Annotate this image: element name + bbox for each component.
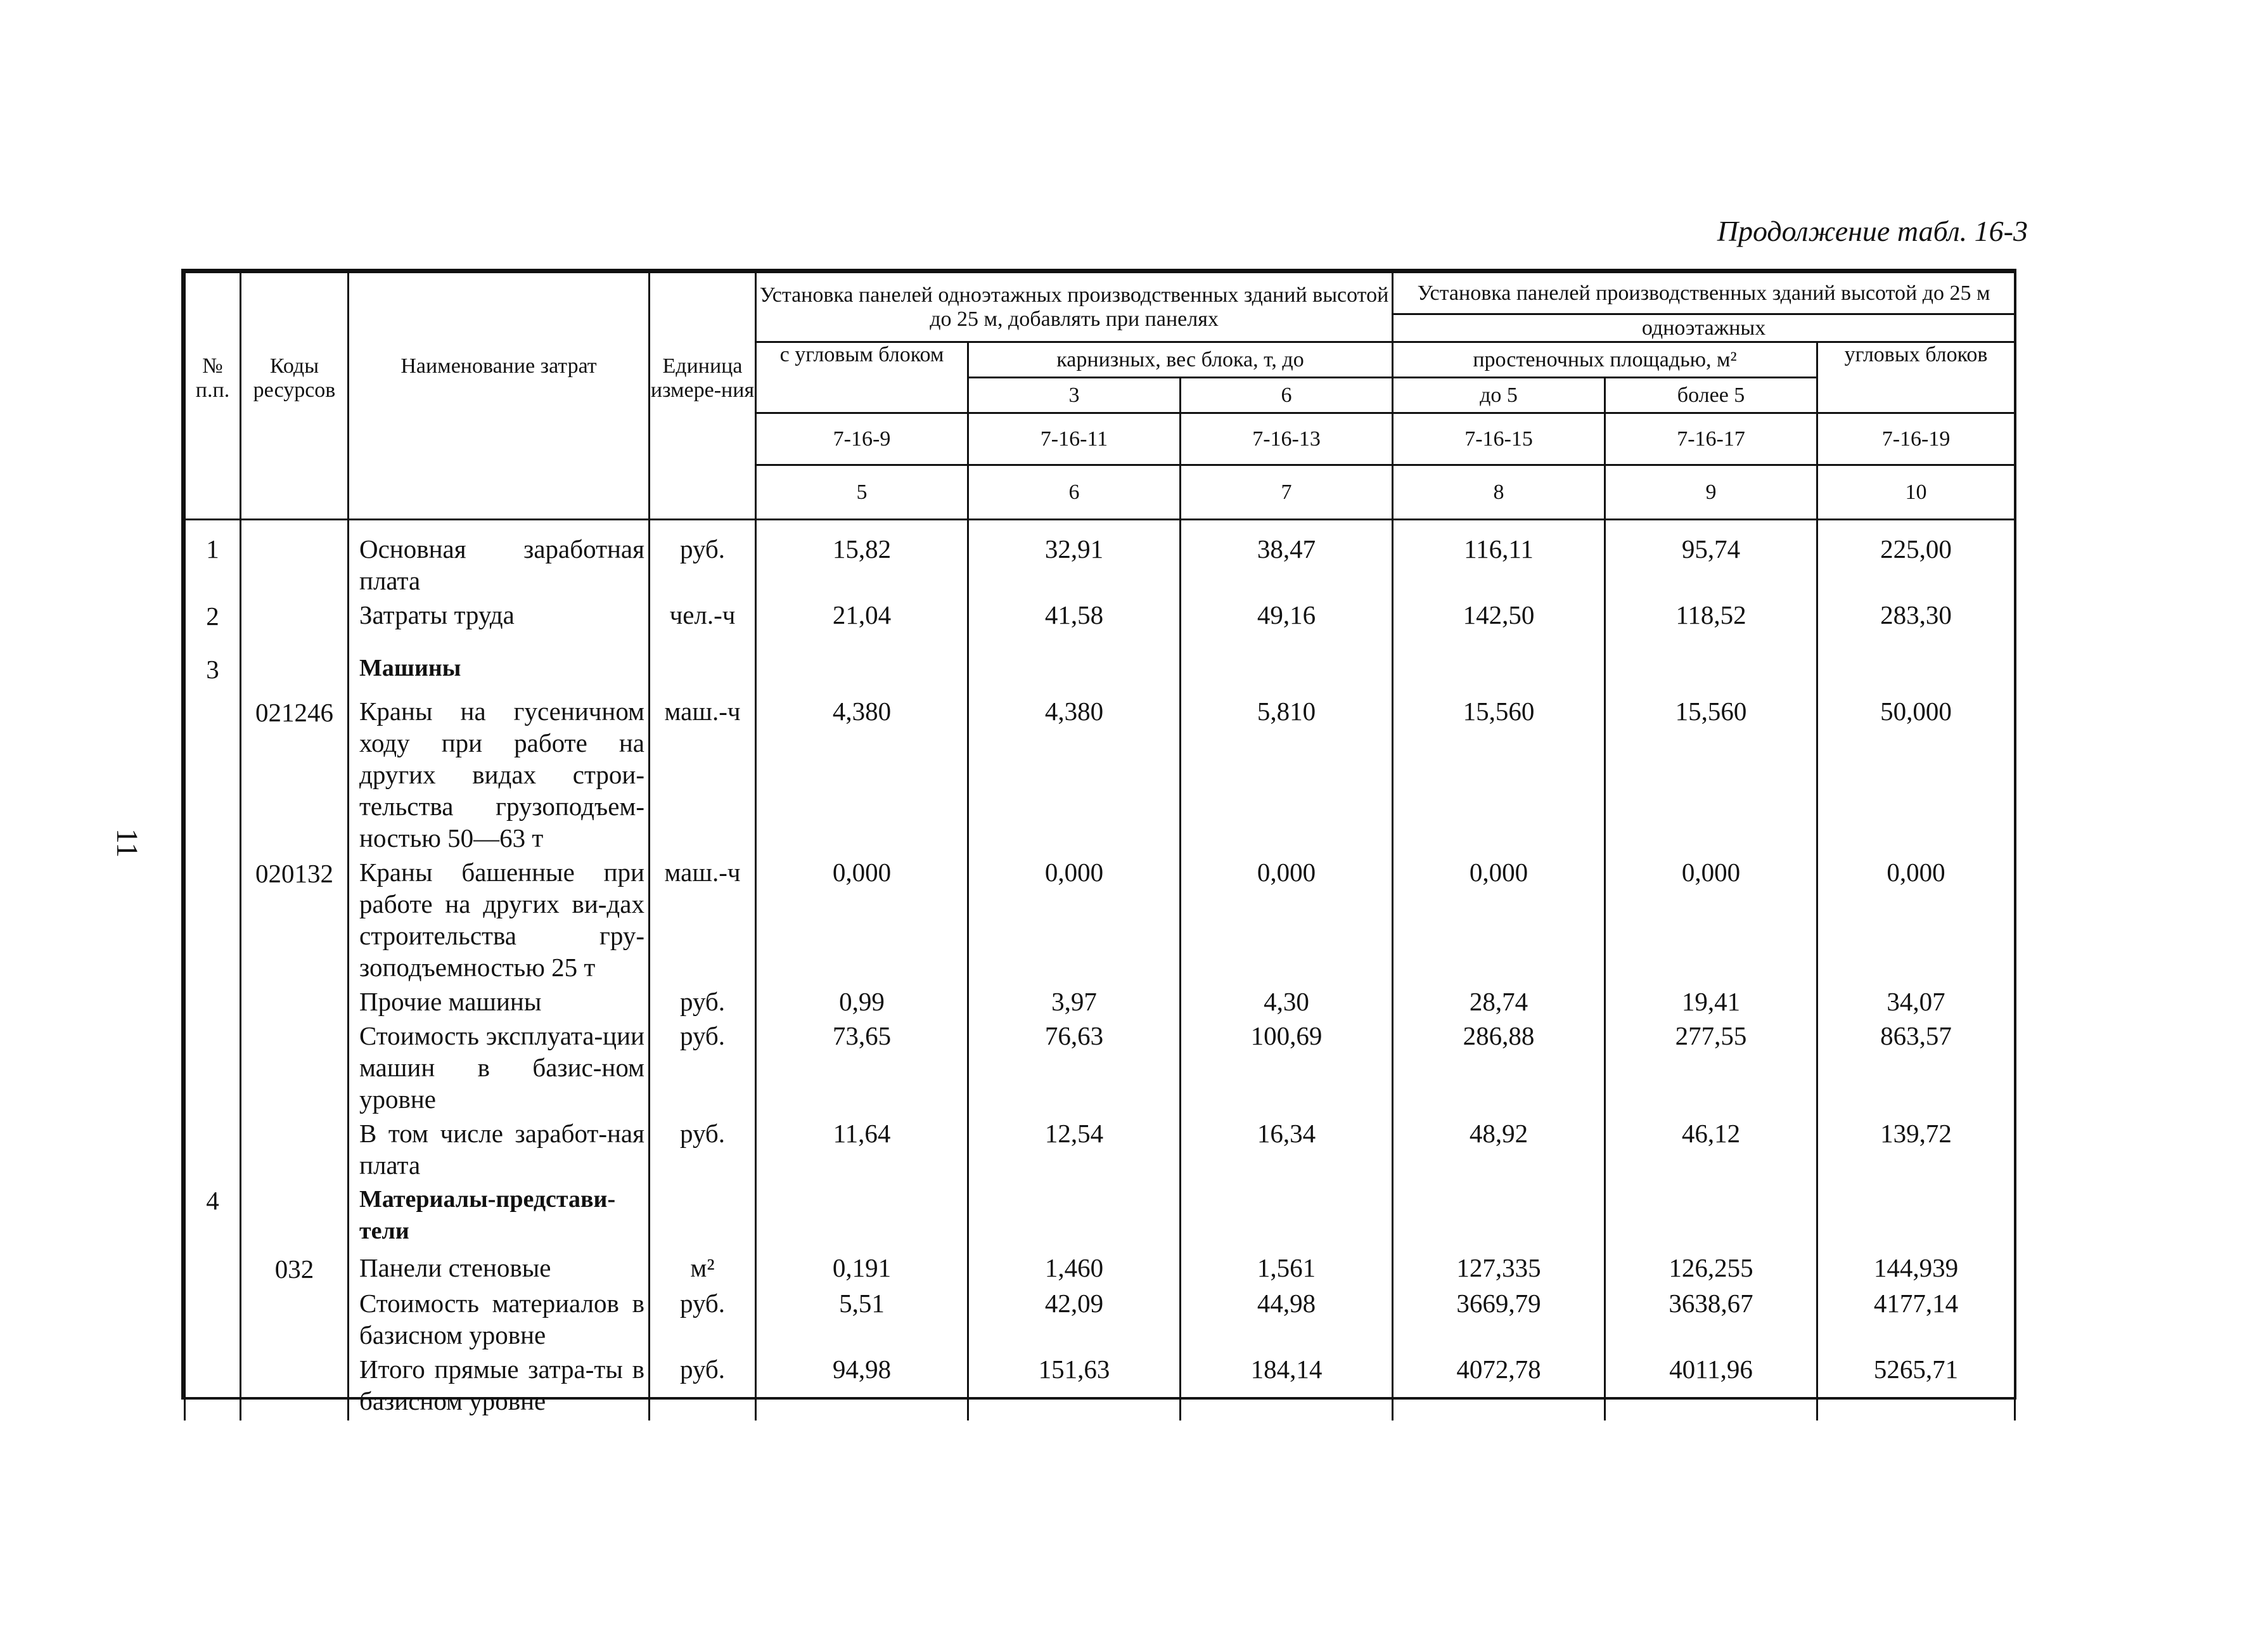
- section-title: Машины: [349, 650, 650, 693]
- unit: руб.: [650, 1017, 756, 1115]
- rate-code: 7-16-17: [1605, 413, 1817, 465]
- value-cell: 0,99: [756, 983, 968, 1017]
- value-cell: 12,54: [968, 1115, 1181, 1181]
- value-cell: 0,000: [1605, 854, 1817, 983]
- table-row: [185, 520, 2015, 597]
- table-caption: Продолжение табл. 16-3: [1717, 215, 2028, 247]
- table-row: [185, 596, 2015, 650]
- table-row: [185, 1351, 2015, 1420]
- value-cell: 283,30: [1817, 596, 2015, 650]
- value-cell: 100,69: [1181, 1017, 1393, 1115]
- value-cell: [756, 650, 968, 693]
- rate-code: 7-16-11: [968, 413, 1181, 465]
- header-single-storey: одноэтажных: [1393, 314, 2015, 342]
- page-number: 11: [110, 828, 144, 858]
- value-cell: 49,16: [1181, 596, 1393, 650]
- row-number: [185, 1115, 241, 1181]
- column-number: 9: [1605, 465, 1817, 520]
- value-cell: 184,14: [1181, 1351, 1393, 1420]
- value-cell: [968, 1181, 1181, 1249]
- unit: руб.: [650, 983, 756, 1017]
- value-cell: 225,00: [1817, 520, 2015, 597]
- column-number: 5: [756, 465, 968, 520]
- value-cell: 16,34: [1181, 1115, 1393, 1181]
- value-cell: 118,52: [1605, 596, 1817, 650]
- header-corner-block: с угловым блоком: [756, 342, 968, 413]
- unit: руб.: [650, 1115, 756, 1181]
- value-cell: 126,255: [1605, 1249, 1817, 1285]
- value-cell: 50,000: [1817, 693, 2015, 854]
- value-cell: [1181, 1181, 1393, 1249]
- unit: маш.-ч: [650, 854, 756, 983]
- value-cell: 1,561: [1181, 1249, 1393, 1285]
- value-cell: 142,50: [1393, 596, 1605, 650]
- value-cell: 0,000: [756, 854, 968, 983]
- resource-code: [241, 596, 349, 650]
- resource-code: [241, 1115, 349, 1181]
- unit: руб.: [650, 1285, 756, 1351]
- section-row-machines: [185, 650, 2015, 693]
- value-cell: 38,47: [1181, 520, 1393, 597]
- value-cell: 4,380: [968, 693, 1181, 854]
- resource-code: 021246: [241, 693, 349, 854]
- value-cell: [1393, 650, 1605, 693]
- table-row: [185, 693, 2015, 854]
- cost-name: Краны башенные при работе на других ви-дах строительства гру-зоподъемностью 25 т: [349, 854, 650, 983]
- column-number: 7: [1181, 465, 1393, 520]
- value-cell: [1181, 650, 1393, 693]
- value-cell: [968, 650, 1181, 693]
- value-cell: 46,12: [1605, 1115, 1817, 1181]
- cost-name: Основная заработная плата: [349, 520, 650, 597]
- value-cell: 116,11: [1393, 520, 1605, 597]
- resource-code: [241, 520, 349, 597]
- value-cell: 151,63: [968, 1351, 1181, 1420]
- value-cell: 48,92: [1393, 1115, 1605, 1181]
- row-number: 3: [185, 650, 241, 693]
- cost-name: Итого прямые затра-ты в базисном уровне: [349, 1351, 650, 1420]
- cost-table-frame: [181, 269, 2016, 1415]
- header-codes: Коды ресурсов: [241, 273, 349, 520]
- cost-name: Краны на гусеничном ходу при работе на других видах строи-тельства грузоподъем-ностью 50—63 т: [349, 693, 650, 854]
- table-row: [185, 983, 2015, 1017]
- value-cell: 3669,79: [1393, 1285, 1605, 1351]
- value-cell: 0,000: [1817, 854, 2015, 983]
- value-cell: 144,939: [1817, 1249, 2015, 1285]
- cost-name: Затраты труда: [349, 596, 650, 650]
- value-cell: 0,000: [1393, 854, 1605, 983]
- column-number: 10: [1817, 465, 2015, 520]
- value-cell: 15,560: [1605, 693, 1817, 854]
- table-row: [185, 1017, 2015, 1115]
- column-number: 6: [968, 465, 1181, 520]
- rate-code: 7-16-9: [756, 413, 968, 465]
- header-between-windows: простеночных площадью, м²: [1393, 342, 1817, 378]
- header-unit: Единица измере-ния: [650, 273, 756, 520]
- value-cell: [1817, 650, 2015, 693]
- value-cell: 32,91: [968, 520, 1181, 597]
- value-cell: 28,74: [1393, 983, 1605, 1017]
- section-row-materials: [185, 1181, 2015, 1249]
- value-cell: 3638,67: [1605, 1285, 1817, 1351]
- value-cell: 286,88: [1393, 1017, 1605, 1115]
- value-cell: [756, 1181, 968, 1249]
- resource-code: 020132: [241, 854, 349, 983]
- cost-name: Стоимость материалов в базисном уровне: [349, 1285, 650, 1351]
- header-cornice-6: 6: [1181, 378, 1393, 413]
- unit: чел.-ч: [650, 596, 756, 650]
- unit: маш.-ч: [650, 693, 756, 854]
- row-number: 2: [185, 596, 241, 650]
- header-more-5: более 5: [1605, 378, 1817, 413]
- value-cell: 139,72: [1817, 1115, 2015, 1181]
- value-cell: 95,74: [1605, 520, 1817, 597]
- header-num: № п.п.: [185, 273, 241, 520]
- value-cell: 863,57: [1817, 1017, 2015, 1115]
- table-body: [185, 520, 2015, 1421]
- header-group-buildings: Установка панелей производственных зданий высотой до 25 м: [1393, 273, 2015, 314]
- header-name: Наименование затрат: [349, 273, 650, 520]
- unit: [650, 650, 756, 693]
- resource-code: [241, 1017, 349, 1115]
- value-cell: 127,335: [1393, 1249, 1605, 1285]
- header-cornice: карнизных, вес блока, т, до: [968, 342, 1393, 378]
- resource-code: [241, 1351, 349, 1420]
- value-cell: 0,000: [1181, 854, 1393, 983]
- value-cell: 15,82: [756, 520, 968, 597]
- rate-code: 7-16-19: [1817, 413, 2015, 465]
- value-cell: 4,30: [1181, 983, 1393, 1017]
- value-cell: 277,55: [1605, 1017, 1817, 1115]
- value-cell: 3,97: [968, 983, 1181, 1017]
- unit: м²: [650, 1249, 756, 1285]
- value-cell: 5,810: [1181, 693, 1393, 854]
- cost-name: Стоимость эксплуата-ции машин в базис-ном уровне: [349, 1017, 650, 1115]
- row-number: [185, 693, 241, 854]
- value-cell: 11,64: [756, 1115, 968, 1181]
- resource-code: [241, 650, 349, 693]
- column-number: 8: [1393, 465, 1605, 520]
- value-cell: 4011,96: [1605, 1351, 1817, 1420]
- unit: руб.: [650, 1351, 756, 1420]
- unit: руб.: [650, 520, 756, 597]
- value-cell: 21,04: [756, 596, 968, 650]
- value-cell: 5265,71: [1817, 1351, 2015, 1420]
- row-number: 1: [185, 520, 241, 597]
- value-cell: [1605, 1181, 1817, 1249]
- value-cell: [1393, 1181, 1605, 1249]
- table-row: [185, 1115, 2015, 1181]
- header-up-to-5: до 5: [1393, 378, 1605, 413]
- value-cell: 0,191: [756, 1249, 968, 1285]
- value-cell: 0,000: [968, 854, 1181, 983]
- value-cell: 76,63: [968, 1017, 1181, 1115]
- value-cell: 5,51: [756, 1285, 968, 1351]
- value-cell: 41,58: [968, 596, 1181, 650]
- row-number: [185, 1249, 241, 1285]
- resource-code: [241, 1181, 349, 1249]
- table-row: [185, 1249, 2015, 1285]
- section-title: Материалы-представи-тели: [349, 1181, 650, 1249]
- value-cell: 19,41: [1605, 983, 1817, 1017]
- value-cell: 34,07: [1817, 983, 2015, 1017]
- table-row: [185, 854, 2015, 983]
- value-cell: [1605, 650, 1817, 693]
- table-header: [185, 273, 2015, 520]
- value-cell: 44,98: [1181, 1285, 1393, 1351]
- row-number: [185, 854, 241, 983]
- resource-code: 032: [241, 1249, 349, 1285]
- row-number: 4: [185, 1181, 241, 1249]
- value-cell: 94,98: [756, 1351, 968, 1420]
- header-corner-blocks: угловых блоков: [1817, 342, 2015, 413]
- row-number: [185, 983, 241, 1017]
- row-number: [185, 1351, 241, 1420]
- value-cell: 1,460: [968, 1249, 1181, 1285]
- value-cell: 15,560: [1393, 693, 1605, 854]
- cost-name: В том числе заработ-ная плата: [349, 1115, 650, 1181]
- rate-code: 7-16-15: [1393, 413, 1605, 465]
- table-row: [185, 1285, 2015, 1351]
- rate-code: 7-16-13: [1181, 413, 1393, 465]
- resource-code: [241, 983, 349, 1017]
- value-cell: 4,380: [756, 693, 968, 854]
- header-cornice-3: 3: [968, 378, 1181, 413]
- cost-name: Панели стеновые: [349, 1249, 650, 1285]
- unit: [650, 1181, 756, 1249]
- value-cell: 42,09: [968, 1285, 1181, 1351]
- value-cell: 4072,78: [1393, 1351, 1605, 1420]
- value-cell: [1817, 1181, 2015, 1249]
- header-group-additions: Установка панелей одноэтажных производственных зданий высотой до 25 м, добавлять при панелях: [756, 273, 1393, 342]
- cost-table: [184, 271, 2016, 1420]
- cost-name: Прочие машины: [349, 983, 650, 1017]
- row-number: [185, 1017, 241, 1115]
- resource-code: [241, 1285, 349, 1351]
- row-number: [185, 1285, 241, 1351]
- value-cell: 4177,14: [1817, 1285, 2015, 1351]
- value-cell: 73,65: [756, 1017, 968, 1115]
